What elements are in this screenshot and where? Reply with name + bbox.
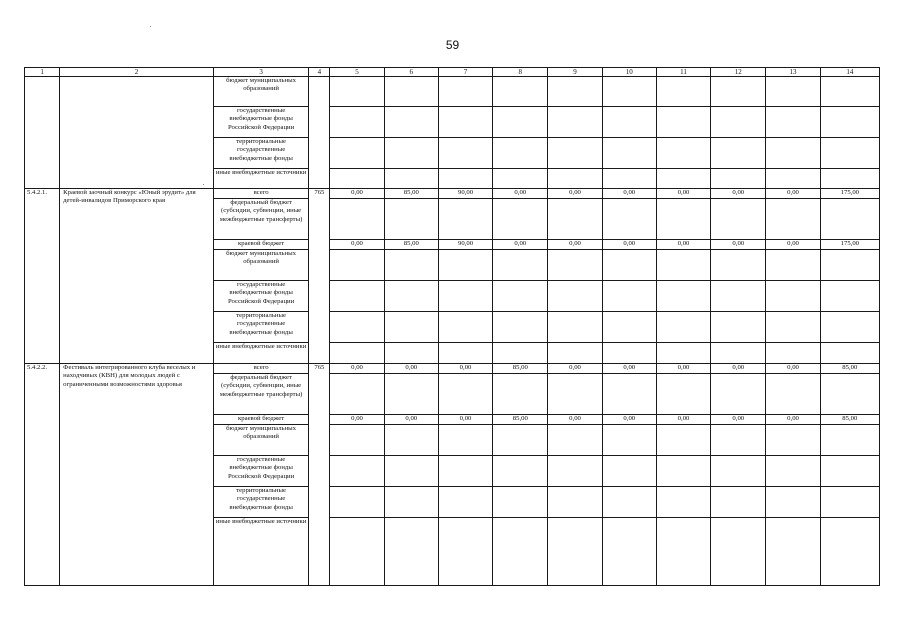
- value-cell: [438, 312, 492, 343]
- grbs-cell: [309, 189, 330, 364]
- value-cell: [656, 281, 710, 312]
- amount-value: 0,00: [351, 415, 363, 422]
- amount-value: 0,00: [677, 364, 690, 371]
- value-cell: [656, 518, 710, 586]
- value-cell: [493, 199, 548, 240]
- value-cell: [820, 199, 879, 240]
- value-cell: [602, 189, 656, 199]
- column-header-7: 7: [438, 68, 492, 77]
- value-cell: [711, 77, 766, 107]
- row-code-cell: [25, 364, 60, 586]
- value-cell: [656, 240, 710, 250]
- value-cell: [493, 425, 548, 456]
- column-header-9: 9: [548, 68, 602, 77]
- measure-name: Фестиваль интегрированного клуба веселых и находчивых (КВН) для молодых людей с ограниченными возможностями здоровья: [63, 364, 196, 388]
- value-cell: [438, 189, 492, 199]
- value-cell: [438, 415, 492, 425]
- value-cell: [602, 169, 656, 189]
- funding-source-cell: [213, 364, 308, 374]
- amount-value: 85,00: [842, 364, 858, 371]
- value-cell: [656, 107, 710, 138]
- value-cell: [820, 456, 879, 487]
- value-cell: [602, 281, 656, 312]
- value-cell: [711, 456, 766, 487]
- value-cell: [384, 281, 438, 312]
- funding-source-label: федеральный бюджет (субсидии, субвенции, иные межбюджетные трансферты): [219, 199, 303, 223]
- value-cell: [384, 169, 438, 189]
- value-cell: [711, 107, 766, 138]
- value-cell: [438, 518, 492, 586]
- value-cell: [820, 169, 879, 189]
- value-cell: [548, 518, 602, 586]
- value-cell: [711, 374, 766, 415]
- value-cell: [602, 312, 656, 343]
- header-row: [25, 68, 880, 77]
- value-cell: [766, 169, 820, 189]
- scan-speck: [150, 26, 151, 27]
- value-cell: [602, 456, 656, 487]
- value-cell: [330, 189, 384, 199]
- value-cell: [711, 425, 766, 456]
- funding-source-label: территориальные государственные внебюджетные фонды: [229, 312, 293, 336]
- page-number: 59: [445, 38, 460, 52]
- funding-source-cell: [213, 77, 308, 107]
- funding-source-cell: [213, 487, 308, 518]
- amount-value: 0,00: [459, 364, 472, 371]
- funding-source-label: иные внебюджетные источники: [215, 169, 307, 176]
- column-header-12: 12: [711, 68, 766, 77]
- value-cell: [766, 364, 820, 374]
- value-cell: [820, 107, 879, 138]
- value-cell: [548, 189, 602, 199]
- value-cell: [656, 77, 710, 107]
- value-cell: [438, 487, 492, 518]
- table-row: [25, 189, 880, 199]
- value-cell: [493, 138, 548, 169]
- value-cell: [602, 107, 656, 138]
- value-cell: [438, 199, 492, 240]
- value-cell: [711, 199, 766, 240]
- value-cell: [656, 415, 710, 425]
- value-cell: [711, 189, 766, 199]
- value-cell: [493, 415, 548, 425]
- value-cell: [766, 487, 820, 518]
- value-cell: [493, 374, 548, 415]
- value-cell: [766, 199, 820, 240]
- value-cell: [602, 77, 656, 107]
- amount-value: 0,00: [787, 240, 799, 247]
- value-cell: [548, 281, 602, 312]
- amount-value: 0,00: [459, 415, 472, 422]
- value-cell: [820, 487, 879, 518]
- value-cell: [493, 281, 548, 312]
- value-cell: [820, 415, 879, 425]
- value-cell: [438, 250, 492, 281]
- value-cell: [384, 415, 438, 425]
- value-cell: [820, 312, 879, 343]
- funding-source-label: всего: [253, 189, 269, 196]
- value-cell: [330, 250, 384, 281]
- value-cell: [602, 374, 656, 415]
- value-cell: [330, 456, 384, 487]
- value-cell: [438, 425, 492, 456]
- value-cell: [438, 169, 492, 189]
- row-code-cell: [25, 189, 60, 364]
- value-cell: [384, 77, 438, 107]
- value-cell: [548, 456, 602, 487]
- value-cell: [820, 343, 879, 364]
- value-cell: [548, 364, 602, 374]
- funding-source-label: государственные внебюджетные фонды Российской Федерации: [227, 456, 295, 480]
- amount-value: 0,00: [514, 240, 527, 247]
- funding-source-label: бюджет муниципальных образований: [226, 250, 297, 266]
- value-cell: [384, 425, 438, 456]
- value-cell: [820, 374, 879, 415]
- value-cell: [438, 77, 492, 107]
- value-cell: [602, 487, 656, 518]
- value-cell: [602, 240, 656, 250]
- funding-source-cell: [213, 199, 308, 240]
- value-cell: [493, 456, 548, 487]
- column-header-1: 1: [25, 68, 60, 77]
- amount-value: 0,00: [623, 240, 636, 247]
- funding-source-cell: [213, 374, 308, 415]
- column-header-8: 8: [493, 68, 548, 77]
- value-cell: [384, 487, 438, 518]
- value-cell: [602, 415, 656, 425]
- measure-name: Краевой заочный конкурс «Юный эрудит» для детей-инвалидов Приморского края: [63, 189, 196, 205]
- value-cell: [766, 250, 820, 281]
- value-cell: [656, 250, 710, 281]
- value-cell: [820, 250, 879, 281]
- value-cell: [656, 312, 710, 343]
- grbs-cell: [309, 364, 330, 586]
- value-cell: [493, 240, 548, 250]
- value-cell: [766, 138, 820, 169]
- value-cell: [766, 312, 820, 343]
- value-cell: [602, 364, 656, 374]
- amount-value: 0,00: [351, 189, 363, 196]
- column-header-13: 13: [766, 68, 820, 77]
- value-cell: [493, 189, 548, 199]
- value-cell: [602, 199, 656, 240]
- value-cell: [493, 250, 548, 281]
- funding-source-label: территориальные государственные внебюджетные фонды: [229, 487, 293, 511]
- value-cell: [656, 456, 710, 487]
- table-row: [25, 364, 880, 374]
- column-header-14: 14: [820, 68, 879, 77]
- value-cell: [330, 364, 384, 374]
- value-cell: [438, 343, 492, 364]
- value-cell: [384, 138, 438, 169]
- value-cell: [711, 487, 766, 518]
- amount-value: 0,00: [623, 189, 636, 196]
- value-cell: [548, 169, 602, 189]
- value-cell: [493, 343, 548, 364]
- amount-value: 0,00: [732, 415, 745, 422]
- value-cell: [602, 250, 656, 281]
- funding-source-cell: [213, 107, 308, 138]
- funding-source-label: бюджет муниципальных образований: [226, 77, 297, 93]
- funding-source-cell: [213, 138, 308, 169]
- value-cell: [330, 518, 384, 586]
- value-cell: [438, 138, 492, 169]
- value-cell: [766, 240, 820, 250]
- value-cell: [711, 312, 766, 343]
- value-cell: [766, 343, 820, 364]
- value-cell: [766, 415, 820, 425]
- value-cell: [330, 415, 384, 425]
- funding-source-cell: [213, 312, 308, 343]
- value-cell: [493, 77, 548, 107]
- funding-source-cell: [213, 240, 308, 250]
- funding-source-label: федеральный бюджет (субсидии, субвенции, иные межбюджетные трансферты): [219, 374, 303, 398]
- funding-source-cell: [213, 518, 308, 586]
- value-cell: [493, 487, 548, 518]
- column-header-4: 4: [309, 68, 330, 77]
- value-cell: [711, 518, 766, 586]
- amount-value: 85,00: [403, 240, 419, 247]
- amount-value: 85,00: [512, 415, 528, 422]
- grbs-code: 765: [314, 364, 325, 371]
- amount-value: 0,00: [677, 415, 690, 422]
- value-cell: [820, 281, 879, 312]
- column-header-6: 6: [384, 68, 438, 77]
- amount-value: 0,00: [514, 189, 527, 196]
- amount-value: 0,00: [405, 415, 418, 422]
- column-header-11: 11: [656, 68, 710, 77]
- amount-value: 0,00: [569, 240, 581, 247]
- value-cell: [711, 138, 766, 169]
- column-header-10: 10: [602, 68, 656, 77]
- value-cell: [656, 138, 710, 169]
- value-cell: [493, 364, 548, 374]
- amount-value: 0,00: [623, 415, 636, 422]
- value-cell: [493, 107, 548, 138]
- value-cell: [330, 312, 384, 343]
- amount-value: 0,00: [787, 364, 799, 371]
- budget-table: [24, 67, 880, 586]
- funding-source-label: краевой бюджет: [238, 240, 285, 247]
- value-cell: [493, 312, 548, 343]
- amount-value: 85,00: [842, 415, 858, 422]
- value-cell: [766, 456, 820, 487]
- value-cell: [330, 138, 384, 169]
- value-cell: [656, 343, 710, 364]
- value-cell: [493, 518, 548, 586]
- value-cell: [548, 425, 602, 456]
- value-cell: [711, 169, 766, 189]
- funding-source-label: бюджет муниципальных образований: [226, 425, 297, 441]
- row-code: 5.4.2.2.: [27, 364, 48, 371]
- funding-source-label: государственные внебюджетные фонды Российской Федерации: [227, 107, 295, 131]
- value-cell: [438, 374, 492, 415]
- value-cell: [820, 364, 879, 374]
- amount-value: 0,00: [677, 189, 690, 196]
- value-cell: [330, 374, 384, 415]
- amount-value: 175,00: [840, 189, 860, 196]
- table-row: [25, 77, 880, 107]
- value-cell: [438, 456, 492, 487]
- value-cell: [548, 240, 602, 250]
- value-cell: [766, 107, 820, 138]
- value-cell: [766, 425, 820, 456]
- value-cell: [602, 138, 656, 169]
- value-cell: [820, 77, 879, 107]
- grbs-code: 765: [314, 189, 325, 196]
- value-cell: [438, 107, 492, 138]
- value-cell: [656, 425, 710, 456]
- value-cell: [820, 240, 879, 250]
- value-cell: [548, 312, 602, 343]
- amount-value: 90,00: [458, 189, 474, 196]
- value-cell: [602, 518, 656, 586]
- value-cell: [384, 250, 438, 281]
- value-cell: [820, 518, 879, 586]
- amount-value: 0,00: [732, 189, 745, 196]
- grbs-cell: [309, 77, 330, 189]
- value-cell: [766, 374, 820, 415]
- value-cell: [548, 77, 602, 107]
- funding-source-cell: [213, 343, 308, 364]
- funding-source-cell: [213, 250, 308, 281]
- row-name-cell: [60, 364, 214, 586]
- column-header-2: 2: [60, 68, 214, 77]
- value-cell: [330, 487, 384, 518]
- value-cell: [656, 487, 710, 518]
- value-cell: [766, 281, 820, 312]
- value-cell: [602, 343, 656, 364]
- value-cell: [711, 343, 766, 364]
- amount-value: 0,00: [787, 189, 799, 196]
- value-cell: [548, 343, 602, 364]
- value-cell: [711, 281, 766, 312]
- value-cell: [656, 189, 710, 199]
- amount-value: 0,00: [569, 189, 581, 196]
- value-cell: [548, 250, 602, 281]
- value-cell: [438, 281, 492, 312]
- value-cell: [384, 189, 438, 199]
- funding-source-cell: [213, 425, 308, 456]
- value-cell: [330, 343, 384, 364]
- funding-source-cell: [213, 189, 308, 199]
- value-cell: [602, 425, 656, 456]
- value-cell: [711, 415, 766, 425]
- value-cell: [330, 77, 384, 107]
- value-cell: [711, 364, 766, 374]
- value-cell: [384, 312, 438, 343]
- value-cell: [548, 487, 602, 518]
- value-cell: [766, 77, 820, 107]
- value-cell: [330, 107, 384, 138]
- value-cell: [766, 518, 820, 586]
- value-cell: [656, 169, 710, 189]
- amount-value: 0,00: [569, 364, 581, 371]
- funding-source-cell: [213, 169, 308, 189]
- amount-value: 0,00: [787, 415, 799, 422]
- value-cell: [330, 281, 384, 312]
- value-cell: [384, 456, 438, 487]
- value-cell: [656, 364, 710, 374]
- value-cell: [711, 250, 766, 281]
- funding-source-label: всего: [253, 364, 269, 371]
- amount-value: 0,00: [351, 364, 363, 371]
- value-cell: [820, 425, 879, 456]
- value-cell: [330, 240, 384, 250]
- column-header-3: 3: [213, 68, 308, 77]
- value-cell: [493, 169, 548, 189]
- funding-source-cell: [213, 281, 308, 312]
- funding-source-cell: [213, 456, 308, 487]
- amount-value: 85,00: [512, 364, 528, 371]
- value-cell: [384, 374, 438, 415]
- value-cell: [548, 138, 602, 169]
- value-cell: [438, 240, 492, 250]
- value-cell: [384, 343, 438, 364]
- value-cell: [711, 240, 766, 250]
- amount-value: 0,00: [732, 240, 745, 247]
- value-cell: [548, 107, 602, 138]
- amount-value: 0,00: [677, 240, 690, 247]
- value-cell: [384, 364, 438, 374]
- funding-source-label: государственные внебюджетные фонды Российской Федерации: [227, 281, 295, 305]
- amount-value: 175,00: [840, 240, 860, 247]
- row-name-cell: [60, 77, 214, 189]
- value-cell: [548, 199, 602, 240]
- column-header-5: 5: [330, 68, 384, 77]
- amount-value: 0,00: [405, 364, 418, 371]
- funding-source-cell: [213, 415, 308, 425]
- row-name-cell: [60, 189, 214, 364]
- value-cell: [384, 107, 438, 138]
- funding-source-label: иные внебюджетные источники: [215, 343, 307, 350]
- value-cell: [548, 415, 602, 425]
- amount-value: 0,00: [623, 364, 636, 371]
- funding-source-label: иные внебюджетные источники: [215, 518, 307, 525]
- funding-source-label: территориальные государственные внебюджетные фонды: [229, 138, 293, 162]
- value-cell: [384, 199, 438, 240]
- amount-value: 85,00: [403, 189, 419, 196]
- amount-value: 0,00: [569, 415, 581, 422]
- amount-value: 90,00: [458, 240, 474, 247]
- value-cell: [330, 199, 384, 240]
- value-cell: [820, 138, 879, 169]
- value-cell: [384, 240, 438, 250]
- value-cell: [438, 364, 492, 374]
- funding-source-label: краевой бюджет: [238, 415, 285, 422]
- value-cell: [656, 374, 710, 415]
- value-cell: [384, 518, 438, 586]
- value-cell: [330, 425, 384, 456]
- row-code: 5.4.2.1.: [27, 189, 48, 196]
- value-cell: [766, 189, 820, 199]
- row-code-cell: [25, 77, 60, 189]
- amount-value: 0,00: [351, 240, 363, 247]
- value-cell: [330, 169, 384, 189]
- value-cell: [548, 374, 602, 415]
- value-cell: [820, 189, 879, 199]
- value-cell: [656, 199, 710, 240]
- amount-value: 0,00: [732, 364, 745, 371]
